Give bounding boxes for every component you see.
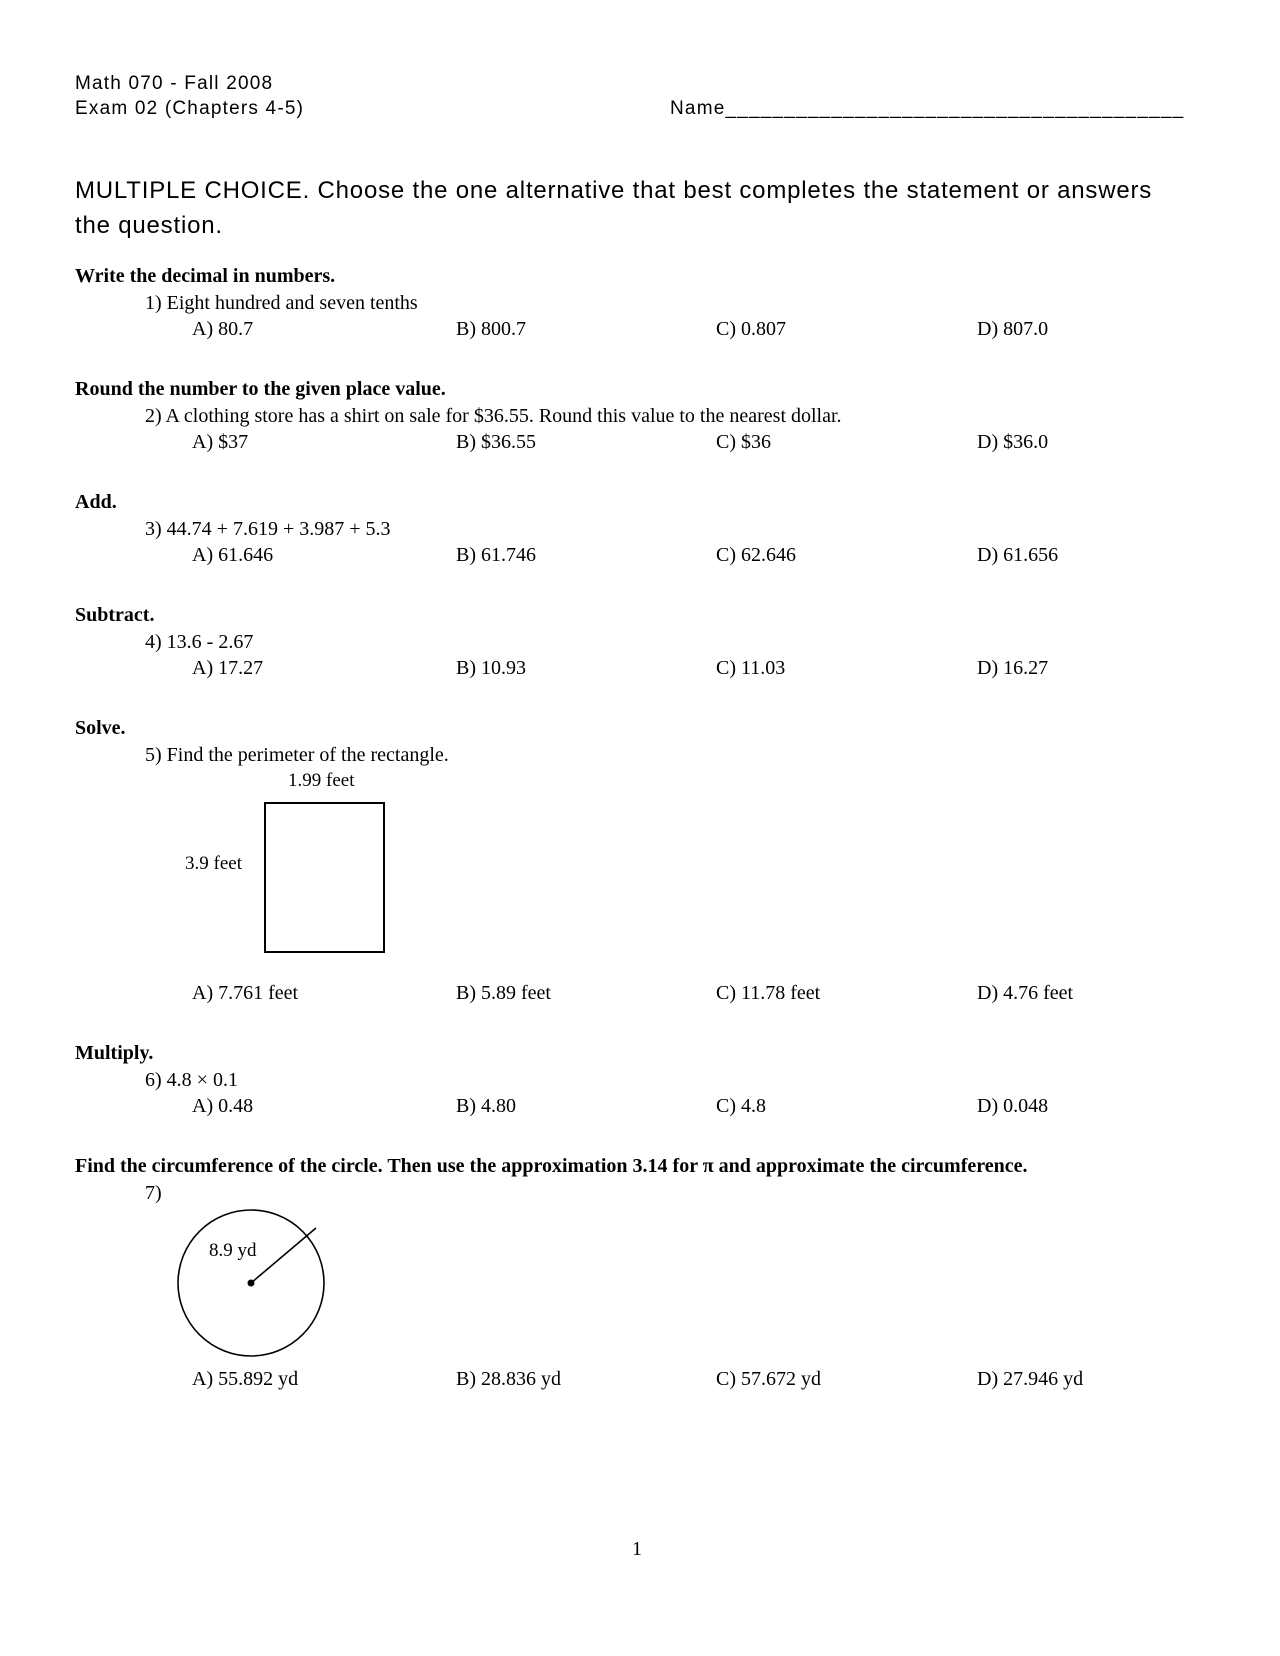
section-heading: Solve. [75, 717, 126, 739]
q6-option-c: C) 4.8 [716, 1095, 766, 1117]
circle-radius-label: 8.9 yd [209, 1240, 257, 1261]
name-label: Name [670, 98, 726, 119]
q5-option-d: D) 4.76 feet [977, 982, 1074, 1004]
instructions-line-1: MULTIPLE CHOICE. Choose the one alternative that best completes the statement or answers [75, 177, 1153, 204]
q4-option-a: A) 17.27 [192, 657, 264, 679]
question-2: 2) A clothing store has a shirt on sale for $36.55. Round this value to the nearest dollar. [145, 405, 842, 427]
question-4: 4) 13.6 - 2.67 [145, 631, 254, 653]
q7-option-d: D) 27.946 yd [977, 1368, 1084, 1390]
section-heading: Subtract. [75, 604, 155, 626]
rectangle-width-label: 1.99 feet [288, 770, 355, 791]
q1-option-a: A) 80.7 [192, 318, 254, 340]
page-number: 1 [632, 1538, 642, 1560]
q7-option-b: B) 28.836 yd [456, 1368, 561, 1390]
q2-option-c: C) $36 [716, 431, 771, 453]
q2-option-b: B) $36.55 [456, 431, 536, 453]
q4-option-c: C) 11.03 [716, 657, 786, 679]
q4-option-d: D) 16.27 [977, 657, 1049, 679]
q1-option-c: C) 0.807 [716, 318, 786, 340]
name-field [670, 98, 1184, 120]
q3-option-b: B) 61.746 [456, 544, 536, 566]
q6-option-a: A) 0.48 [192, 1095, 254, 1117]
q1-option-d: D) 807.0 [977, 318, 1049, 340]
q7-option-c: C) 57.672 yd [716, 1368, 821, 1390]
instructions-line-2: the question. [75, 212, 223, 239]
section-heading: Find the circumference of the circle. Then use the approximation 3.14 for π and approximate the circumference. [75, 1155, 1028, 1177]
course-title: Math 070 - Fall 2008 [75, 73, 274, 94]
q3-option-d: D) 61.656 [977, 544, 1059, 566]
name-line: _______________________________________ [725, 98, 1185, 119]
q5-option-b: B) 5.89 feet [456, 982, 551, 1004]
q2-option-d: D) $36.0 [977, 431, 1049, 453]
q1-option-b: B) 800.7 [456, 318, 526, 340]
question-3: 3) 44.74 + 7.619 + 3.987 + 5.3 [145, 518, 391, 540]
q3-option-c: C) 62.646 [716, 544, 796, 566]
q7-option-a: A) 55.892 yd [192, 1368, 299, 1390]
circle-figure [176, 1208, 326, 1358]
rectangle-height-label: 3.9 feet [185, 853, 242, 874]
q4-option-b: B) 10.93 [456, 657, 526, 679]
question-5: 5) Find the perimeter of the rectangle. [145, 744, 449, 766]
section-heading: Add. [75, 491, 117, 513]
q2-option-a: A) $37 [192, 431, 249, 453]
question-1: 1) Eight hundred and seven tenths [145, 292, 418, 314]
section-heading: Write the decimal in numbers. [75, 265, 336, 287]
q6-option-d: D) 0.048 [977, 1095, 1049, 1117]
section-heading: Multiply. [75, 1042, 154, 1064]
question-7: 7) [145, 1182, 162, 1204]
q6-option-b: B) 4.80 [456, 1095, 516, 1117]
q5-option-a: A) 7.761 feet [192, 982, 299, 1004]
q5-option-c: C) 11.78 feet [716, 982, 821, 1004]
q3-option-a: A) 61.646 [192, 544, 274, 566]
exam-title: Exam 02 (Chapters 4-5) [75, 98, 305, 119]
rectangle-figure [264, 802, 386, 954]
question-6: 6) 4.8 × 0.1 [145, 1069, 238, 1091]
section-heading: Round the number to the given place value. [75, 378, 446, 400]
